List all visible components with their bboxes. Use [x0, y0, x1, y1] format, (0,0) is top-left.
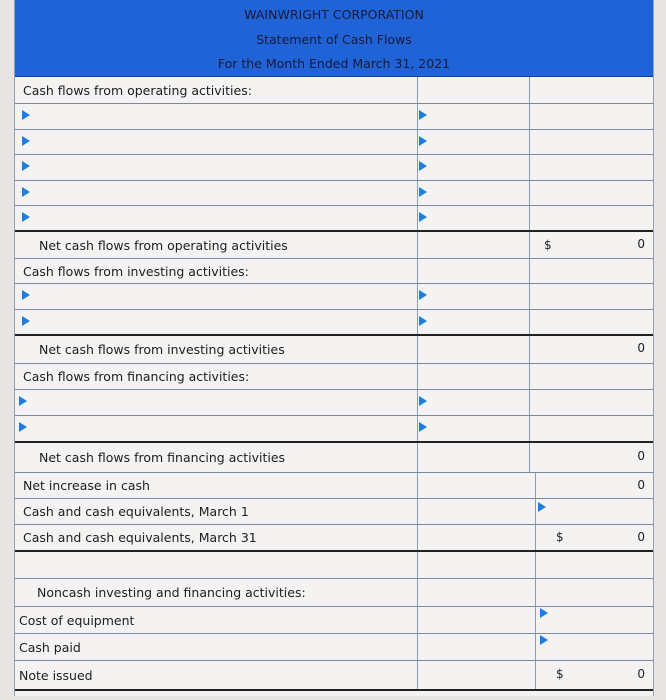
- operating-item-row[interactable]: [15, 155, 653, 181]
- cost-of-equipment-row: [15, 607, 653, 634]
- statement-title-header: [15, 28, 653, 53]
- cash-paid-row: [15, 634, 653, 661]
- net-financing-label: Net cash flows from financing activities: [39, 450, 286, 465]
- cash-paid-input[interactable]: [536, 634, 653, 660]
- operating-heading: Cash flows from operating activities:: [23, 82, 252, 98]
- cash-paid-label: Cash paid: [19, 639, 81, 655]
- note-issued-row: [15, 661, 653, 691]
- note-issued-label: Note issued: [19, 667, 93, 683]
- net-investing-label: Net cash flows from investing activities: [39, 342, 285, 357]
- noncash-heading-row: [15, 579, 653, 607]
- financing-heading-row: [15, 364, 653, 390]
- ending-cash-row: [15, 525, 653, 552]
- net-operating-row: [15, 232, 653, 259]
- net-financing-value: 0: [637, 449, 645, 463]
- net-operating-label: Net cash flows from operating activities: [39, 237, 288, 253]
- currency-symbol: $: [544, 238, 552, 252]
- cost-of-equipment-input[interactable]: [536, 607, 653, 633]
- financing-heading: Cash flows from financing activities:: [23, 369, 250, 384]
- beginning-cash-input[interactable]: [536, 499, 653, 524]
- noncash-heading: Noncash investing and financing activities:: [37, 585, 306, 600]
- period-header: [15, 52, 653, 77]
- company-name-header: [15, 0, 653, 29]
- beginning-cash-label: Cash and cash equivalents, March 1: [23, 504, 249, 519]
- net-investing-row: [15, 336, 653, 364]
- statement-period: For the Month Ended March 31, 2021: [217, 56, 451, 71]
- statement-title: Statement of Cash Flows: [256, 32, 412, 47]
- operating-heading-row: [15, 77, 653, 104]
- investing-item-row[interactable]: [15, 284, 653, 310]
- blank-row: [15, 552, 653, 579]
- operating-item-row[interactable]: [15, 130, 653, 155]
- ending-cash-value: 0: [637, 530, 645, 544]
- operating-item-row[interactable]: [15, 206, 653, 232]
- net-increase-label: Net increase in cash: [23, 478, 150, 493]
- net-operating-value: 0: [637, 237, 645, 251]
- investing-item-row[interactable]: [15, 310, 653, 336]
- note-issued-value: 0: [637, 667, 645, 681]
- net-financing-row: [15, 443, 653, 473]
- ending-cash-label: Cash and cash equivalents, March 31: [23, 530, 257, 545]
- currency-symbol: $: [556, 667, 564, 681]
- operating-item-row[interactable]: [15, 104, 653, 130]
- investing-heading: Cash flows from investing activities:: [23, 263, 249, 279]
- company-name: WAINWRIGHT CORPORATION: [244, 7, 424, 22]
- cost-of-equipment-label: Cost of equipment: [19, 612, 135, 628]
- financing-item-row[interactable]: [15, 416, 653, 443]
- cash-flow-statement-sheet: [14, 0, 654, 696]
- financing-item-row[interactable]: [15, 390, 653, 416]
- net-investing-value: 0: [637, 341, 645, 355]
- investing-heading-row: [15, 259, 653, 284]
- net-increase-row: [15, 473, 653, 499]
- currency-symbol: $: [556, 530, 564, 544]
- net-increase-value: 0: [637, 478, 645, 492]
- operating-item-row[interactable]: [15, 181, 653, 206]
- beginning-cash-row: [15, 499, 653, 525]
